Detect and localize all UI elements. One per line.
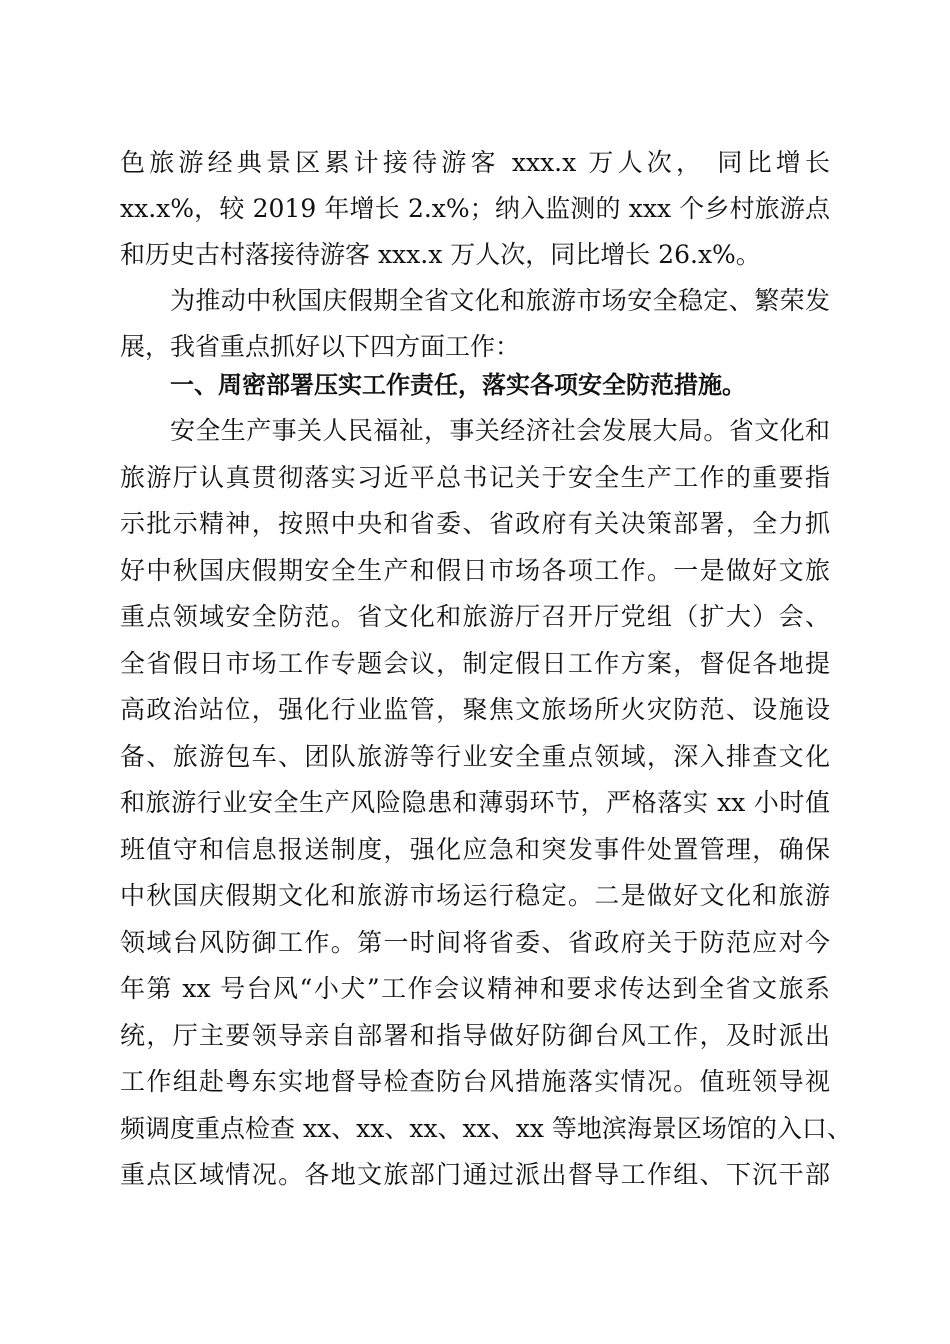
paragraph-line: 展，我省重点抓好以下四方面工作： (120, 332, 521, 361)
paragraph-line: 高政治站位，强化行业监管，聚焦文旅场所火灾防范、设施设 (120, 695, 830, 724)
paragraph-line: 和历史古村落接待游客 xxx.x 万人次，同比增长 26.x%。 (120, 240, 761, 269)
paragraph-line: 备、旅游包车、团队旅游等行业安全重点领域，深入排查文化 (120, 742, 830, 771)
paragraph-line: 频调度重点检查 xx、xx、xx、xx、xx 等地滨海景区场馆的入口、 (120, 1114, 852, 1143)
paragraph-line: 安全生产事关人民福祉，事关经济社会发展大局。省文化和 (170, 416, 830, 445)
paragraph-line: 领域台风防御工作。第一时间将省委、省政府关于防范应对今 (120, 928, 830, 957)
paragraph-line: 工作组赴粤东实地督导检查防台风措施落实情况。值班领导视 (120, 1067, 830, 1096)
paragraph-line: 全省假日市场工作专题会议，制定假日工作方案，督促各地提 (120, 649, 830, 678)
paragraph-line: 色旅游经典景区累计接待游客 xxx.x 万人次， 同比增长 (120, 148, 830, 177)
paragraph-line: 重点区域情况。各地文旅部门通过派出督导工作组、下沉干部 (120, 1160, 830, 1189)
paragraph-line: xx.x%，较 2019 年增长 2.x%；纳入监测的 xxx 个乡村旅游点 (120, 194, 830, 223)
paragraph-line: 为推动中秋国庆假期全省文化和旅游市场安全稳定、繁荣发 (170, 286, 830, 315)
paragraph-line: 旅游厅认真贯彻落实习近平总书记关于安全生产工作的重要指 (120, 463, 830, 492)
section-heading: 一、周密部署压实工作责任，落实各项安全防范措施。 (170, 371, 746, 399)
paragraph-line: 示批示精神，按照中央和省委、省政府有关决策部署，全力抓 (120, 509, 830, 538)
paragraph-line: 中秋国庆假期文化和旅游市场运行稳定。二是做好文化和旅游 (120, 881, 830, 910)
paragraph-line: 和旅游行业安全生产风险隐患和薄弱环节，严格落实 xx 小时值 (120, 788, 830, 817)
paragraph-line: 班值守和信息报送制度，强化应急和突发事件处置管理，确保 (120, 835, 830, 864)
paragraph-line: 年第 xx 号台风“小犬”工作会议精神和要求传达到全省文旅系 (120, 974, 830, 1003)
paragraph-line: 统，厅主要领导亲自部署和指导做好防御台风工作，及时派出 (120, 1021, 830, 1050)
paragraph-line: 好中秋国庆假期安全生产和假日市场各项工作。一是做好文旅 (120, 556, 830, 585)
paragraph-line: 重点领域安全防范。省文化和旅游厅召开厅党组（扩大）会、 (120, 602, 830, 631)
